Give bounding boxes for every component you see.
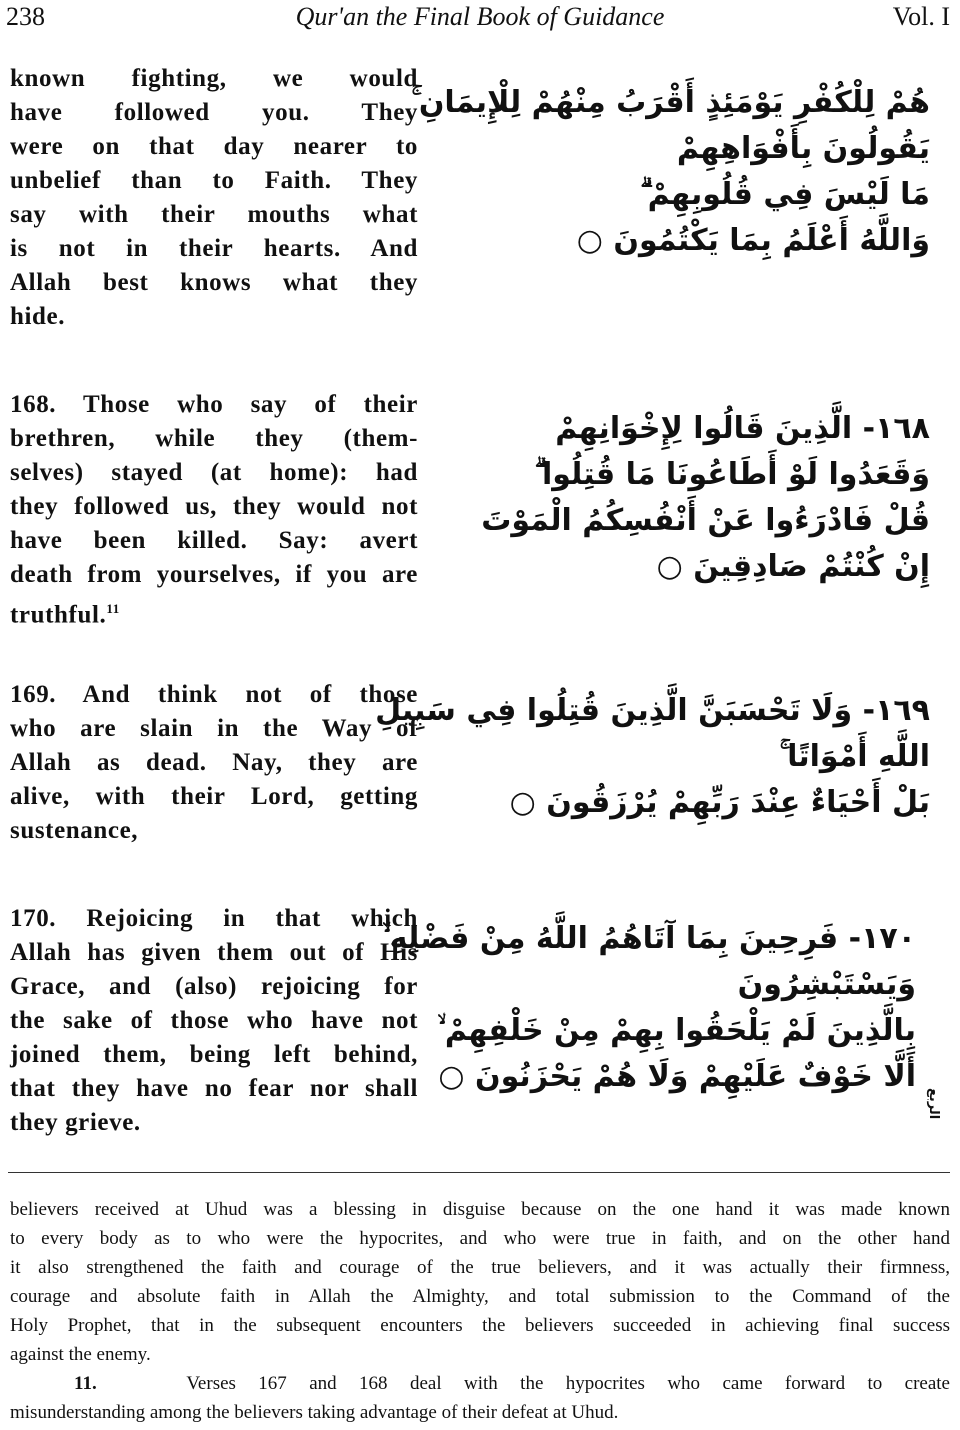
translation-line: hide. (10, 303, 66, 330)
translation-line: selves) stayed (at home): had (10, 459, 418, 486)
english-translation (10, 902, 418, 1140)
english-translation (10, 678, 418, 848)
arabic-line: قُلْ فَادْرَءُوا عَنْ أَنْفُسِكُمُ الْمَوْتَ (481, 503, 930, 538)
translation-line: they grieve. (10, 1109, 141, 1136)
arabic-text (470, 406, 930, 590)
arabic-line: ١٦٨- الَّذِينَ قَالُوا لِإِخْوَانِهِمْ (555, 411, 930, 446)
page-header (0, 0, 960, 40)
footnote-ref: 11 (106, 601, 120, 616)
volume-label: Vol. I (892, 2, 950, 31)
english-translation (10, 62, 418, 334)
translation-line: 169. And think not of those (10, 681, 418, 708)
footnote-line: it also strengthened the faith and courage of the true believers, and it was actually their firmness, (10, 1257, 950, 1278)
footnote-line: Holy Prophet, that in the subsequent encounters the believers succeeded in achieving final success (10, 1315, 950, 1336)
arabic-line: وَاللَّهُ أَعْلَمُ بِمَا يَكْتُمُونَ ○ (576, 223, 930, 258)
translation-line: brethren, while they (them- (10, 425, 418, 452)
footnote-text: Verses 167 and 168 deal with the hypocrites who came forward to create (186, 1373, 950, 1394)
translation-line: Allah best knows what they (10, 269, 418, 296)
arabic-line: هُمْ لِلْكُفْرِ يَوْمَئِذٍ أَقْرَبُ مِنْهُمْ لِلْإِيمَانِ ۚ (411, 85, 930, 120)
translation-line: they followed us, they would not (10, 493, 418, 520)
arabic-line: إِنْ كُنْتُمْ صَادِقِينَ ○ (656, 549, 930, 584)
arabic-line: ١٧٠- فَرِحِينَ بِمَا آتَاهُمُ اللَّهُ مِنْ فَضْلِهِ ۙ (382, 921, 916, 956)
arabic-line: بَلْ أَحْيَاءٌ عِنْدَ رَبِّهِمْ يُرْزَقُونَ ○ (509, 785, 930, 820)
translation-line: the sake of those who have not (10, 1007, 418, 1034)
footnote-line: to every body as to who were the hypocrites, and who were true in faith, and on the other hand (10, 1228, 950, 1249)
translation-line: known fighting, we would (10, 65, 418, 92)
arabic-text (382, 916, 916, 1100)
translation-line: that they have no fear nor shall (10, 1075, 418, 1102)
running-title: Qur'an the Final Book of Guidance (295, 2, 665, 31)
translation-line: joined them, being left behind, (10, 1041, 418, 1068)
translation-line: sustenance, (10, 817, 139, 844)
page-number: 238 (6, 2, 45, 31)
translation-line (10, 592, 418, 632)
margin-marker: الربع (926, 1088, 941, 1120)
translation-line: who are slain in the Way of (10, 715, 418, 742)
footnotes (10, 1195, 950, 1427)
footnote-number: 11. (74, 1373, 97, 1394)
arabic-line: بِالَّذِينَ لَمْ يَلْحَقُوا بِهِمْ مِنْ خَلْفِهِمْ ۙ (437, 1013, 916, 1048)
translation-line: Allah has given them out of His (10, 939, 418, 966)
arabic-line: أَلَّا خَوْفٌ عَلَيْهِمْ وَلَا هُمْ يَحْزَنُونَ ○ (438, 1059, 916, 1094)
arabic-line: وَقَعَدُوا لَوْ أَطَاعُونَا مَا قُتِلُوا ۗ (534, 457, 930, 492)
arabic-line: ١٦٩- وَلَا تَحْسَبَنَّ الَّذِينَ قُتِلُوا فِي سَبِيلِ (375, 693, 930, 728)
arabic-line: مَا لَيْسَ فِي قُلُوبِهِمْ ۗ (640, 177, 930, 212)
arabic-line: يَقُولُونَ بِأَفْوَاهِهِمْ (676, 131, 930, 166)
footnote-line: misunderstanding among the believers taking advantage of their defeat at Uhud. (10, 1402, 619, 1423)
translation-line: were on that day nearer to (10, 133, 418, 160)
translation-line: Grace, and (also) rejoicing for (10, 973, 418, 1000)
footnote-line (10, 1369, 950, 1398)
translation-line: unbelief than to Faith. They (10, 167, 418, 194)
arabic-text (411, 80, 930, 264)
arabic-line: وَيَسْتَبْشِرُونَ (737, 967, 916, 1002)
footnote-line: believers received at Uhud was a blessing in disguise because on the one hand it was made known (10, 1199, 950, 1220)
translation-line: have been killed. Say: avert (10, 527, 418, 554)
arabic-text (375, 688, 930, 826)
translation-line: say with their mouths what (10, 201, 418, 228)
english-translation (10, 388, 418, 632)
arabic-line: اللَّهِ أَمْوَاتًا ۚ (779, 739, 930, 774)
translation-line: 170. Rejoicing in that which (10, 905, 418, 932)
translation-line: Allah as dead. Nay, they are (10, 749, 418, 776)
translation-line: 168. Those who say of their (10, 391, 418, 418)
footnote-divider (8, 1172, 950, 1173)
translation-line: is not in their hearts. And (10, 235, 418, 262)
translation-line: alive, with their Lord, getting (10, 783, 418, 810)
footnote-line: against the enemy. (10, 1344, 151, 1365)
translation-text: truthful. (10, 601, 107, 629)
footnote-line: courage and absolute faith in Allah the Almighty, and total submission to the Command of the (10, 1286, 950, 1307)
translation-line: death from yourselves, if you are (10, 561, 418, 588)
translation-line: have followed you. They (10, 99, 418, 126)
